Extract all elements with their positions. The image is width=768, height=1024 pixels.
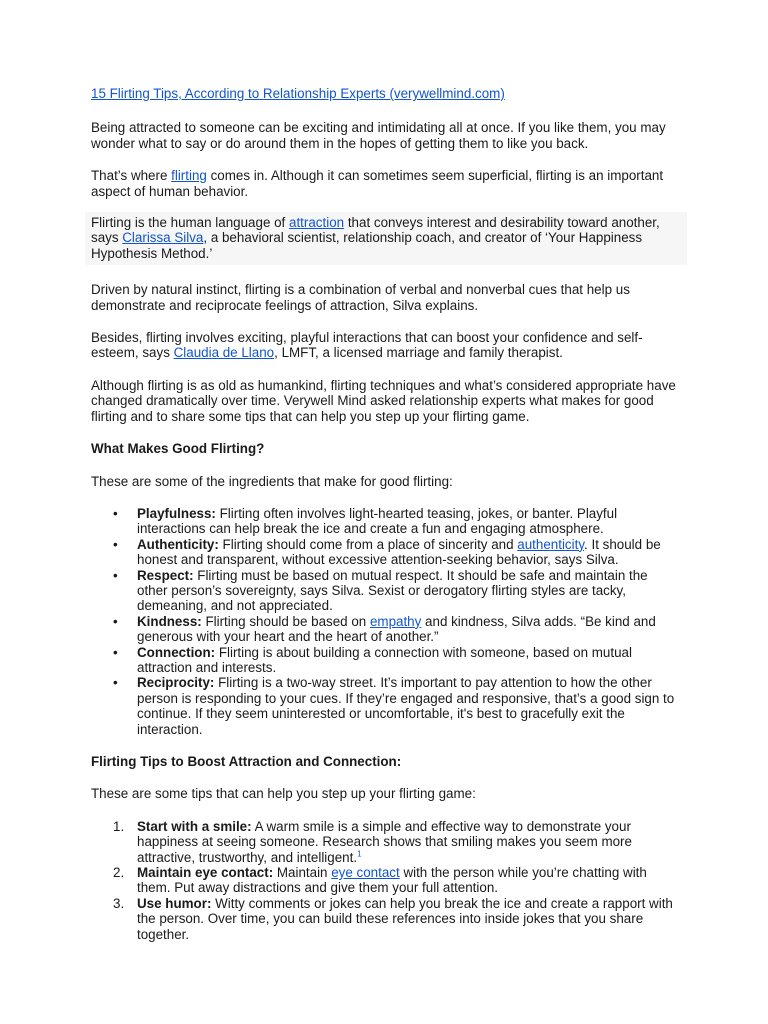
attraction-link[interactable]: attraction <box>289 215 345 231</box>
title-row <box>91 86 681 101</box>
list-item-respect <box>91 568 681 614</box>
bullet-icon: • <box>113 644 118 660</box>
item-text: Flirting is about building a connection with someone, based on mutual attraction and interests. <box>137 644 632 675</box>
item-text: Flirting should come from a place of sincerity and <box>218 536 518 552</box>
intro-paragraph-6: Although flirting is as old as humankind, flirting techniques and what’s considered appropriate have changed dramatically over time. Verywell Mind asked relationship experts what makes for good flirting and to share some tips that can help you step up your flirting game. <box>91 377 676 424</box>
item-term: Respect: <box>137 567 194 583</box>
bullet-icon: • <box>113 613 118 629</box>
text-span: that conveys interest and desirability toward another, says <box>91 215 660 246</box>
bullet-icon: • <box>113 505 118 521</box>
item-text: Flirting must be based on mutual respect. It should be safe and maintain the other person’s sovereignty, says Silva. Sexist or derogatory flirting styles are tacky, demeaning, and not appreciated. <box>137 567 648 614</box>
item-term: Playfulness: <box>137 505 216 521</box>
item-term: Use humor: <box>137 895 212 911</box>
document-content <box>91 86 681 942</box>
item-text: A warm smile is a simple and effective way to demonstrate your happiness at seeing someone. Research shows that smiling makes you seem more attractive, trustworthy, and intelligent. <box>137 818 632 865</box>
item-term: Kindness: <box>137 613 202 629</box>
item-text: Flirting often involves light-hearted teasing, jokes, or banter. Playful interactions can help break the ice and create a fun and engaging atmosphere. <box>137 505 618 537</box>
item-term: Maintain eye contact: <box>137 865 274 881</box>
item-text: Witty comments or jokes can help you break the ice and create a rapport with the person. Over time, you can build these references into inside jokes that you share together. <box>137 895 673 942</box>
list-item-reciprocity <box>91 675 681 737</box>
item-text: . It should be honest and transparent, without excessive attention-seeking behavior, says Silva. <box>137 536 661 568</box>
text-span: That’s where <box>91 168 172 184</box>
text-span: , a behavioral scientist, relationship coach, and creator of ‘Your Happiness Hypothesis Method.’ <box>91 230 643 261</box>
intro-paragraph-2 <box>91 168 681 199</box>
eye-contact-link[interactable]: eye contact <box>331 865 400 881</box>
item-text: with the person while you’re chatting with them. Put away distractions and give them your full attention. <box>137 865 647 896</box>
list-item-kindness <box>91 614 681 645</box>
text-span: Besides, flirting involves exciting, playful interactions that can boost your confidence and self-esteem, says <box>91 330 643 361</box>
item-term: Reciprocity: <box>137 675 215 691</box>
bullet-icon: • <box>113 567 118 583</box>
source-title-link[interactable]: 15 Flirting Tips, According to Relationship Experts (verywellmind.com) <box>91 86 505 101</box>
item-text: Flirting is a two-way street. It’s important to pay attention to how the other person is responding to your cues. If they’re engaged and responsive, that’s a good sign to continue. If they seem uninterested or uncomfortable, it's best to gracefully exit the interaction. <box>137 675 675 737</box>
item-term: Start with a smile: <box>137 818 252 834</box>
item-number: 3. <box>113 895 125 911</box>
list-item-authenticity <box>91 537 681 568</box>
list-item-connection <box>91 645 681 676</box>
claudia-de-llano-link[interactable]: Claudia de Llano <box>173 345 275 361</box>
authenticity-link[interactable]: authenticity <box>517 536 585 552</box>
clarissa-silva-link[interactable]: Clarissa Silva <box>122 230 204 246</box>
list-item-playfulness <box>91 506 681 537</box>
list-item-eye-contact <box>91 865 681 896</box>
tips-list <box>91 819 681 942</box>
item-number: 1. <box>113 818 125 834</box>
footnote-ref[interactable]: 1 <box>357 849 362 859</box>
item-number: 2. <box>113 865 125 881</box>
intro-paragraph-3 <box>85 212 687 265</box>
item-text: and kindness, Silva adds. “Be kind and generous with your heart and the heart of another.” <box>137 613 656 645</box>
item-text: Flirting should be based on <box>201 613 370 629</box>
ingredients-list <box>91 506 681 737</box>
flirting-link[interactable]: flirting <box>171 168 207 184</box>
section-lead-tips: These are some tips that can help you step up your flirting game: <box>91 786 476 802</box>
text-span: Flirting is the human language of <box>91 215 290 231</box>
section-lead-ingredients: These are some of the ingredients that make for good flirting: <box>91 473 453 489</box>
section-heading-flirting-tips: Flirting Tips to Boost Attraction and Connection: <box>91 754 402 769</box>
list-item-humor <box>91 896 681 942</box>
intro-paragraph-1: Being attracted to someone can be exciting and intimidating all at once. If you like them, you may wonder what to say or do around them in the hopes of getting them to like you back. <box>91 120 666 151</box>
empathy-link[interactable]: empathy <box>369 613 422 629</box>
text-span: , LMFT, a licensed marriage and family therapist. <box>274 345 563 361</box>
text-span: comes in. Although it can sometimes seem superficial, flirting is an important aspect of human behavior. <box>91 168 664 199</box>
item-term: Connection: <box>137 644 216 660</box>
section-heading-good-flirting: What Makes Good Flirting? <box>91 441 265 457</box>
list-item-smile <box>91 819 681 865</box>
bullet-icon: • <box>113 536 118 552</box>
item-text: Maintain <box>273 865 332 881</box>
bullet-icon: • <box>113 675 118 691</box>
item-term: Authenticity: <box>137 536 219 552</box>
intro-paragraph-4: Driven by natural instinct, flirting is a combination of verbal and nonverbal cues that help us demonstrate and reciprocate feelings of attraction, Silva explains. <box>91 282 630 313</box>
intro-paragraph-5 <box>91 330 681 361</box>
